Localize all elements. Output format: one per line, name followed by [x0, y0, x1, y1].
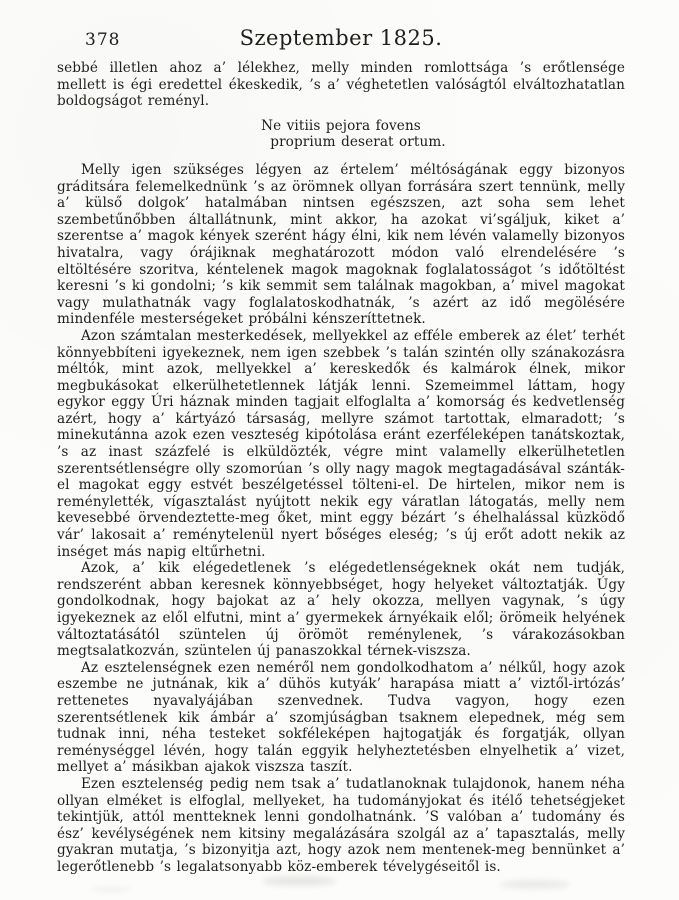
- page-smudge: [262, 876, 336, 886]
- page-header: [57, 26, 625, 60]
- paragraph: Melly igen szükséges légyen az értelem’ méltóságának eggy bizonyos gráditsára felemelkednünk ’s az örömnek ollyan forrására szert tennünk, melly a’ külső dolgok’ hatalmában nintsen egészszen, azt soha sem lehet szembetűnőbben általlátnunk, mint akkor, ha azokat vi’sgáljuk, kiket a’ szerentse a’ magok kények szerént hágy élni, kik nem lévén valamelly bizonyos hivatalra, vagy órájiknak meghatározott módon való elrendelésére ’s eltöltésére szoritva, kéntelenek magok magoknak foglalatosságot ’s időtöltést keresni ’s ki gondolni; ’s kik semmit sem találnak magokban, a’ mivel magokat vagy mulathatnák vagy foglalatoskodhatnák, ’s azért az idő megölésére mindenféle mesterségeket próbálni kénszeríttetnek.: [57, 161, 625, 328]
- epigraph-line-2: proprium deserat ortum.: [270, 134, 446, 151]
- page-title: Szeptember 1825.: [239, 26, 443, 50]
- paragraph: Ezen esztelenség pedig nem tsak a’ tudatlanoknak tulajdonok, hanem néha ollyan elméket is elfoglal, mellyeket, ha tudományjokat és itélő tehetségjeket tekintjük, attól mentteknek lenni gondolhatnánk. ’S valóban a’ tudomány és ész’ kevélységének nem kitsiny megalázására szolgál az a’ tapasztalás, melly gyakran mutatja, ’s bizonyitja azt, hogy azok nem mentenek-meg bennünket a’ legerőtlenebb ’s legalatsonyabb köz-emberek tévelygéseitől is.: [57, 775, 625, 875]
- paragraph: Azok, a’ kik elégedetlenek ’s elégedetlenségeknek okát nem tudják, rendszerént abban keresnek könnyebbséget, hogy helyeket változtatják. Úgy gondolkodnak, hogy bajokat az a’ hely okozza, mellyen vagynak, ’s úgy igyekeznek az elől elfutni, mint a’ gyermekek árnyékaik elől; örömeik helyének változtatásától szüntelen új örömöt reménylenek, ’s várakozásokban megtsalatkozván, szüntelen új panaszokkal térnek-viszsza.: [57, 560, 625, 660]
- page-smudge: [90, 888, 132, 891]
- paragraph: Az esztelenségnek ezen neméről nem gondolkodhatom a’ nélkűl, hogy azok eszembe ne jutnának, kik a’ dühös kutyák’ harapása miatt a’ viztől-irtózás’ rettenetes nyavalyájában szenvednek. Tudva vagyon, hogy ezen szerentsétlenek kik ámbár a’ szomjúságban tsaknem elepednek, még sem tudnak inni, néha testeket sokféleképen hajtogatják és forgatják, ollyan reménységgel lévén, hogy talán eggyik helyheztetésben elnyelhetik a’ vizet, mellyet a’ másikban ajakok viszsza taszít.: [57, 659, 625, 776]
- latin-epigraph: [57, 118, 625, 151]
- paragraph-continued: sebbé illetlen ahoz a’ lélekhez, melly minden romlottsága ’s erőtlensége mellett is égi eredettel ékeskedik, ’s a’ véghetetlen valóságtól elváltozhatatlan boldogságot reményl.: [57, 60, 625, 110]
- page-body: [57, 60, 625, 876]
- page-smudge: [500, 880, 570, 889]
- epigraph-line-1: Ne vitiis pejora fovens: [261, 117, 421, 134]
- paragraph: Azon számtalan mesterkedések, mellyekkel az efféle emberek az élet’ terhét könnyebbíteni igyekeznek, nem igen szebbek ’s talán szintén olly szánakozásra méltók, mint azok, mellyekkel a’ kereskedők és kalmárok élnek, mikor megbukásokat elkerülhetetlennek látják lenni. Szemeimmel láttam, hogy egykor eggy Úri háznak minden tagjait elfoglalta a’ komorság és kedvetlenség azért, hogy a’ kártyázó társaság, mellyre számot tartottak, elmaradott; ’s minekutánna azok ezen veszteség kipótolása eránt ezerféleképen tanátskoztak, ’s az inast százfelé is elküldözték, végre mint valamelly elkerülhetetlen szerentsétlenségre olly szomorúan ’s olly nagy magok megtagadásával szánták-el magokat eggy estvét beszélgetéssel tölteni-el. De hirtelen, mikor nem is reménylették, vígasztalást nyújtott nekik egy váratlan látogatás, melly nem kevesebbé örvendeztette-meg őket, mint eggy bézárt ’s éhelhalással küzködő vár’ lakosait a’ reménytelenül nyert bőséges eleség; ’s új erőt adott nekik az inséget más napig eltűrhetni.: [57, 327, 625, 560]
- page-number: 378: [85, 30, 121, 50]
